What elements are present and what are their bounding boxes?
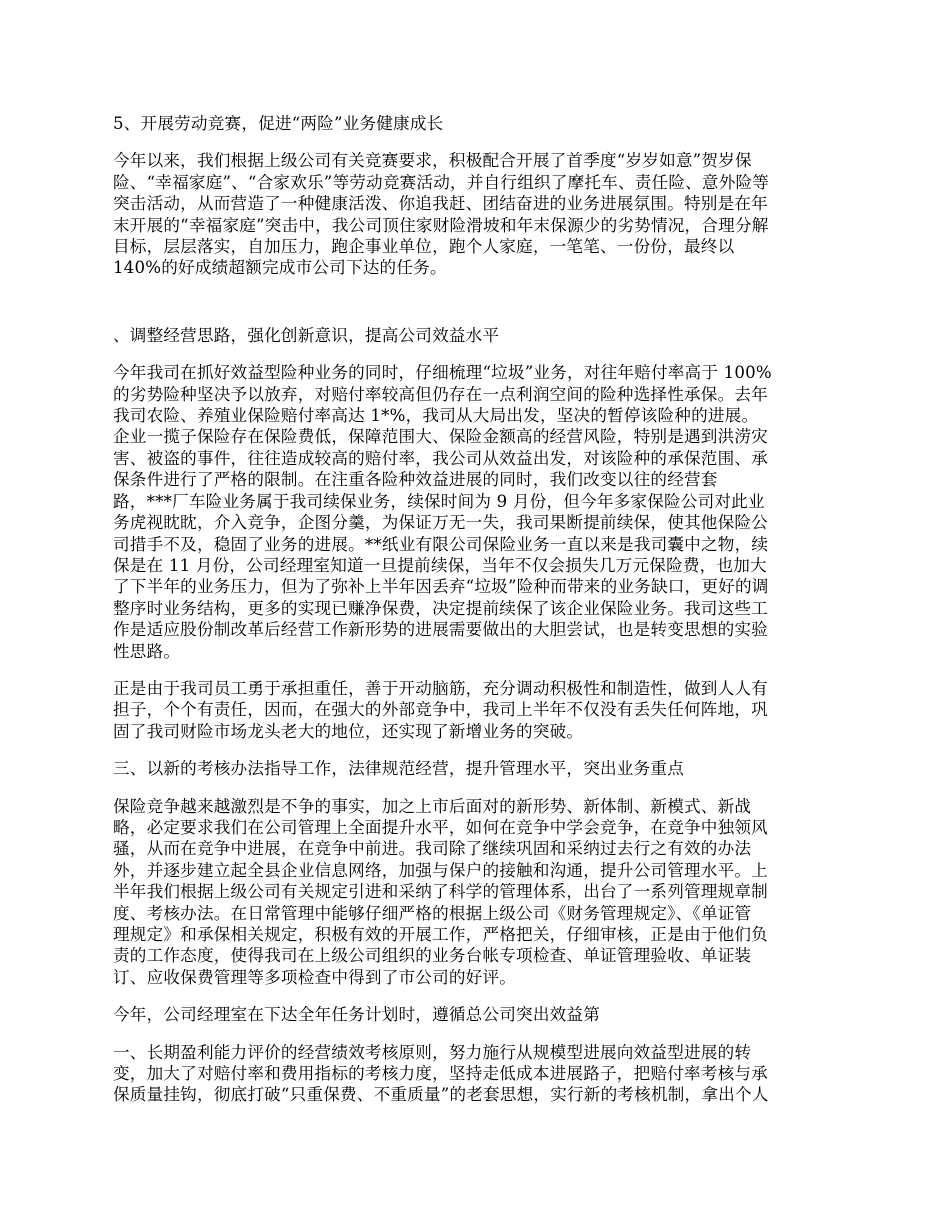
paragraph-line: 变，加大了对赔付率和费用指标的考核力度，坚持走低成本进展路子，把赔付率考核与承 — [113, 1064, 768, 1084]
paragraph-line: 理规定》和承保相关规定，积极有效的开展工作，严格把关，仔细审核，正是由于他们负 — [113, 925, 768, 944]
paragraph-strategy — [113, 362, 839, 662]
paragraph-line: 固了我司财险市场龙头老大的地位，还实现了新增业务的突破。 — [113, 721, 584, 741]
paragraph-line: 今年以来，我们根据上级公司有关竞赛要求，积极配合开展了首季度“岁岁如意”贺岁保 — [113, 151, 752, 171]
paragraph-line: 性思路。 — [113, 641, 181, 661]
document-page — [113, 113, 839, 1106]
paragraph-assessment — [113, 1042, 839, 1106]
paragraph-competition — [113, 150, 839, 278]
paragraph-line: 半年我们根据上级公司有关规定引进和采纳了科学的管理体系，出台了一系列管理规章制 — [113, 882, 768, 902]
paragraph-line: 作是适应股份制改革后经营工作新形势的进展需要做出的大胆尝试，也是转变思想的实验 — [113, 620, 768, 640]
paragraph-line: 的劣势险种坚决予以放弃，对赔付率较高但仍存在一点利润空间的险种选择性承保。去年 — [113, 384, 768, 404]
paragraph-line: 我司农险、养殖业保险赔付率高达 1*%，我司从大局出发，坚决的暂停该险种的进展。 — [113, 406, 759, 426]
section-5-title: 5、开展劳动竞赛，促进“两险”业务健康成长 — [113, 114, 444, 133]
paragraph-line: 保质量挂钩，彻底打破“只重保费、不重质量”的老套思想，实行新的考核机制，拿出个人 — [113, 1085, 769, 1105]
paragraph-line: 险、“幸福家庭”、“合家欢乐”等劳动竞赛活动，并自行组织了摩托车、责任险、意外险等 — [113, 172, 770, 192]
paragraph-line: 今年我司在抓好效益型险种业务的同时，仔细梳理“垃圾”业务，对往年赔付率高于 100% — [113, 363, 772, 383]
paragraph-staff — [113, 678, 839, 742]
paragraph-line: 外，并逐步建立起全县企业信息网络，加强与保户的接触和沟通，提升公司管理水平。上 — [113, 860, 768, 880]
paragraph-line: 保是在 11 月份，公司经理室知道一旦提前续保，当年不仅会损失几万元保险费，也加大 — [113, 555, 767, 575]
paragraph-line: 一、长期盈利能力评价的经营绩效考核原则，努力施行从规模型进展向效益型进展的转 — [113, 1042, 752, 1062]
section-adjust-title: 、调整经营思路，强化创新意识，提高公司效益水平 — [113, 325, 500, 345]
paragraph-line: 今年，公司经理室在下达全年任务计划时，遵循总公司突出效益第 — [113, 1005, 601, 1025]
paragraph-line: 突击活动，从而营造了一种健康活泼、你追我赶、团结奋进的业务进展氛围。特别是在年 — [113, 194, 768, 214]
paragraph-line: 140%的好成绩超额完成市公司下达的任务。 — [113, 258, 447, 278]
paragraph-line: 责的工作态度，使得我司在上级公司组织的业务台帐专项检查、单证管理验收、单证装 — [113, 946, 752, 966]
paragraph-line: 了下半年的业务压力，但为了弥补上半年因丢弃“垃圾”险种而带来的业务缺口，更好的调 — [113, 577, 769, 597]
paragraph-line: 骚，从而在竞争中进展，在竞争中前进。我司除了继续巩固和采纳过去行之有效的办法 — [113, 839, 752, 859]
paragraph-line: 司措手不及，稳固了业务的进展。**纸业有限公司保险业务一直以来是我司囊中之物，续 — [113, 534, 769, 554]
paragraph-line: 保险竞争越来越激烈是不争的事实，加之上市后面对的新形势、新体制、新模式、新战 — [113, 796, 752, 816]
paragraph-line: 路，***厂车险业务属于我司续保业务，续保时间为 9 月份，但今年多家保险公司对此业 — [113, 491, 765, 511]
paragraph-line: 目标，层层落实，自加压力，跑企事业单位，跑个人家庭，一笔笔、一份份，最终以 — [113, 237, 735, 257]
paragraph-line: 保条件进行了严格的限制。在注重各险种效益进展的同时，我们改变以往的经营套 — [113, 470, 718, 490]
paragraph-line: 企业一揽子保险存在保险费低，保障范围大、保险金额高的经营风险，特别是遇到洪涝灾 — [113, 427, 768, 447]
paragraph-line: 订、应收保费管理等多项检查中得到了市公司的好评。 — [113, 967, 517, 987]
paragraph-line: 正是由于我司员工勇于承担重任，善于开动脑筋，充分调动积极性和制造性，做到人人有 — [113, 678, 768, 698]
section-3-title: 三、以新的考核办法指导工作，法律规范经营，提升管理水平，突出业务重点 — [113, 759, 684, 779]
paragraph-line: 担子，个个有责任，因而，在强大的外部竞争中，我司上半年不仅没有丢失任何阵地，巩 — [113, 700, 768, 720]
paragraph-line: 害、被盗的事件，往往造成较高的赔付率，我公司从效益出发，对该险种的承保范围、承 — [113, 448, 768, 468]
paragraph-line: 略，必定要求我们在公司管理上全面提升水平，如何在竞争中学会竞争，在竞争中独领风 — [113, 817, 768, 837]
paragraph-plan — [113, 1004, 839, 1025]
paragraph-line: 末开展的“幸福家庭”突击中，我公司顶住家财险滑坡和年末保源少的劣势情况，合理分解 — [113, 215, 769, 235]
paragraph-line: 整序时业务结构，更多的实现已赚净保费，决定提前续保了该企业保险业务。我司这些工 — [113, 598, 768, 618]
paragraph-line: 务虎视眈眈，介入竞争，企图分羹，为保证万无一失，我司果断提前续保，使其他保险公 — [113, 513, 768, 533]
paragraph-management — [113, 796, 839, 989]
paragraph-line: 度、考核办法。在日常管理中能够仔细严格的根据上级公司《财务管理规定》、《单证管 — [113, 903, 752, 923]
